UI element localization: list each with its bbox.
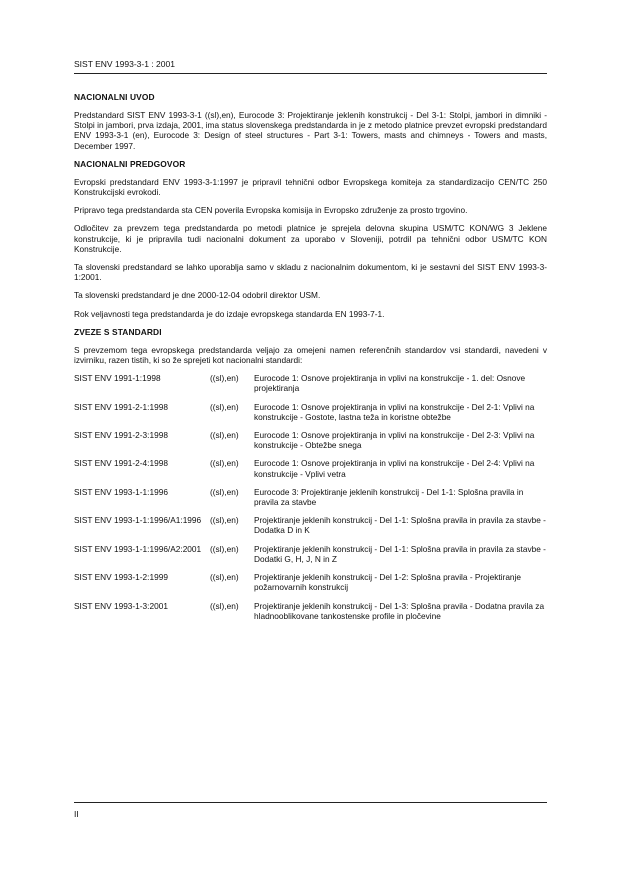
- page-number: II: [74, 809, 79, 819]
- predgovor-paragraph-4: Ta slovenski predstandard se lahko uporablja samo v skladu z nacionalnim dokumentom, ki je sestavni del SIST ENV 1993-3-1:2001.: [74, 262, 547, 283]
- standard-description: Projektiranje jeklenih konstrukcij - Del 1-1: Splošna pravila in pravila za stavbe - Dodatki G, H, J, N in Z: [254, 543, 546, 564]
- standard-description: Projektiranje jeklenih konstrukcij - Del 1-2: Splošna pravila - Projektiranje požarnovarnih konstrukcij: [254, 572, 521, 593]
- table-row: [74, 458, 547, 486]
- predgovor-paragraph-6: Rok veljavnosti tega predstandarda je do izdaje evropskega standarda EN 1993-7-1.: [74, 308, 385, 319]
- footer-divider: [74, 802, 547, 803]
- predgovor-paragraph-2: Pripravo tega predstandarda sta CEN poverila Evropska komisija in Evropsko združenje za prosto trgovino.: [74, 205, 468, 216]
- section-title-zveze-s-standardi: ZVEZE S STANDARDI: [74, 326, 162, 337]
- table-row: [74, 402, 547, 430]
- table-row: [74, 572, 547, 600]
- uvod-paragraph: Predstandard SIST ENV 1993-3-1 ((sl),en), Eurocode 3: Projektiranje jeklenih konstrukcij - Del 3-1: Stolpi, jambori in dimniki - Stolpi in jambori, prva izdaja, 2001, ima status slovenskega predstandarda in je z metodo platnice prevzet evropski predstandard ENV 1993-3-1 (en), Eurocode 3: Design of steel structures - Part 3-1: Towers, masts and chimneys - Towers and masts, December 1997.: [74, 110, 547, 151]
- standard-code: SIST ENV 1991-1:1998: [74, 373, 161, 384]
- standard-description: Projektiranje jeklenih konstrukcij - Del 1-3: Splošna pravila - Dodatna pravila za hladnooblikovane tankostenske profile in pločevine: [254, 600, 545, 621]
- document-id-header: SIST ENV 1993-3-1 : 2001: [74, 59, 175, 69]
- standards-table: [74, 373, 547, 629]
- standard-description: Eurocode 3: Projektiranje jeklenih konstrukcij - Del 1-1: Splošna pravila in pravila za stavbe: [254, 486, 524, 508]
- predgovor-paragraph-5: Ta slovenski predstandard je dne 2000-12-04 odobril direktor USM.: [74, 290, 321, 301]
- table-row: [74, 544, 547, 572]
- standard-description: Projektiranje jeklenih konstrukcij - Del 1-1: Splošna pravila in pravila za stavbe - Dodatka D in K: [254, 515, 546, 536]
- section-title-nacionalni-uvod: NACIONALNI UVOD: [74, 92, 155, 102]
- standard-language: ((sl),en): [210, 373, 239, 384]
- standard-description: Eurocode 1: Osnove projektiranja in vplivi na konstrukcije - Del 2-4: Vplivi na konstrukcije - Vplivi vetra: [254, 458, 535, 479]
- standard-language: ((sl),en): [210, 572, 239, 583]
- standard-description: Eurocode 1: Osnove projektiranja in vplivi na konstrukcije - 1. del: Osnove projektiranja: [254, 373, 526, 394]
- standard-code: SIST ENV 1993-1-1:1996: [74, 486, 168, 497]
- standard-language: ((sl),en): [210, 401, 239, 412]
- standard-code: SIST ENV 1993-1-1:1996/A1:1996: [74, 515, 202, 526]
- standard-language: ((sl),en): [210, 543, 239, 554]
- header-divider: [74, 73, 547, 74]
- zveze-intro-paragraph: S prevzemom tega evropskega predstandarda veljajo za omejeni namen referenčnih standardov vsi standardi, navedeni v izvirniku, razen tistih, ki so že sprejeti kot nacionalni standardi:: [74, 344, 547, 366]
- standard-code: SIST ENV 1991-2-4:1998: [74, 458, 168, 469]
- standard-language: ((sl),en): [210, 600, 239, 611]
- standard-code: SIST ENV 1993-1-2:1999: [74, 572, 168, 583]
- predgovor-paragraph-1: Evropski predstandard ENV 1993-3-1:1997 je pripravil tehnični odbor Evropskega komiteja za standardizacijo CEN/TC 250 Konstrukcijski evrokodi.: [74, 176, 547, 198]
- standard-code: SIST ENV 1991-2-3:1998: [74, 430, 168, 441]
- predgovor-paragraph-3: Odločitev za prevzem tega predstandarda po metodi platnice je sprejela delovna skupina USM/TC KON/WG 3 Jeklene konstrukcije, ki je pripravila tudi nacionalni dokument za uporabo v Sloveniji, potrdil pa tehnični odbor USM/TC KON Konstrukcije.: [74, 223, 547, 254]
- standard-language: ((sl),en): [210, 430, 239, 441]
- page-content: [74, 92, 547, 629]
- table-row: [74, 515, 547, 543]
- standard-code: SIST ENV 1991-2-1:1998: [74, 401, 168, 412]
- table-row: [74, 487, 547, 515]
- standard-language: ((sl),en): [210, 458, 239, 469]
- standard-description: Eurocode 1: Osnove projektiranja in vplivi na konstrukcije - Del 2-3: Vplivi na konstrukcije - Obtežbe snega: [254, 430, 535, 451]
- table-row: [74, 601, 547, 629]
- standard-code: SIST ENV 1993-1-3:2001: [74, 600, 168, 611]
- table-row: [74, 430, 547, 458]
- standard-language: ((sl),en): [210, 515, 239, 526]
- section-title-nacionalni-predgovor: NACIONALNI PREDGOVOR: [74, 158, 186, 169]
- standard-code: SIST ENV 1993-1-1:1996/A2:2001: [74, 543, 202, 554]
- standard-language: ((sl),en): [210, 486, 239, 497]
- table-row: [74, 373, 547, 401]
- standard-description: Eurocode 1: Osnove projektiranja in vplivi na konstrukcije - Del 2-1: Vplivi na konstrukcije - Gostote, lastna teža in koristne obtežbe: [254, 401, 535, 422]
